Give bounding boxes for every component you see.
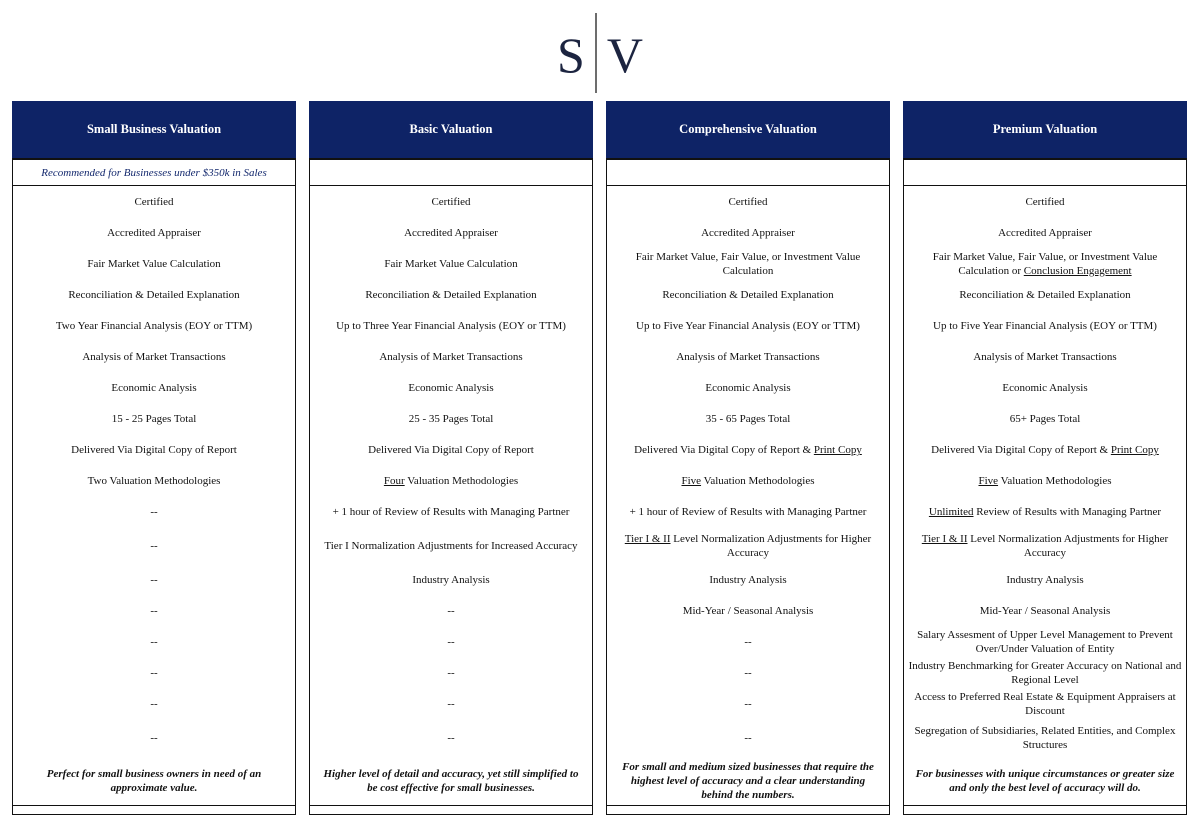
feature-item: Industry Analysis (709, 573, 787, 586)
feature-list (904, 186, 1186, 756)
feature-item (904, 248, 1186, 279)
column-summary: For businesses with unique circumstances or greater size and only the best level of accuracy will do. (915, 767, 1175, 794)
feature-text: Five Valuation Methodologies (681, 475, 815, 488)
feature-item: 15 - 25 Pages Total (111, 413, 197, 426)
feature-item: Delivered Via Digital Copy of Report (368, 444, 534, 457)
feature-item: -- (447, 635, 455, 648)
feature-item: Industry Analysis (1006, 573, 1084, 586)
feature-item: Certified (431, 195, 471, 208)
feature-list (310, 186, 592, 756)
feature-item: -- (744, 697, 752, 710)
feature-item: 35 - 65 Pages Total (705, 413, 791, 426)
column-body (12, 158, 296, 815)
feature-text: Delivered Via Digital Copy of Report & Print Copy (634, 444, 862, 457)
feature-list (607, 186, 889, 756)
feature-item: -- (150, 697, 158, 710)
feature-item: -- (150, 506, 158, 519)
feature-item: Analysis of Market Transactions (676, 351, 820, 364)
feature-item: Fair Market Value, Fair Value, or Investment Value Calculation (635, 250, 861, 277)
feature-text: Delivered Via Digital Copy of Report & Print Copy (931, 444, 1159, 457)
column-title: Premium Valuation (903, 101, 1187, 158)
feature-item: -- (744, 731, 752, 744)
feature-item: Industry Analysis (412, 573, 490, 586)
feature-item: -- (150, 635, 158, 648)
feature-item: Certified (134, 195, 174, 208)
feature-text: Tier I & II Level Normalization Adjustments for Higher Accuracy (921, 533, 1169, 560)
feature-item: + 1 hour of Review of Results with Managing Partner (332, 506, 570, 519)
feature-item: Accredited Appraiser (701, 226, 795, 239)
footer-divider (606, 805, 890, 806)
feature-item: Delivered Via Digital Copy of Report (71, 444, 237, 457)
footer-divider (309, 805, 593, 806)
feature-item (904, 497, 1186, 528)
feature-item: -- (447, 666, 455, 679)
feature-item: 65+ Pages Total (1009, 413, 1081, 426)
column-body (903, 158, 1187, 815)
feature-item (607, 435, 889, 466)
feature-item: Fair Market Value Calculation (384, 257, 518, 270)
logo-letter-s: S (557, 27, 585, 83)
feature-item: Two Valuation Methodologies (87, 475, 221, 488)
feature-item: Mid-Year / Seasonal Analysis (979, 604, 1111, 617)
recommendation-note (310, 158, 592, 186)
feature-item: Salary Assesment of Upper Level Management to Prevent Over/Under Valuation of Entity (917, 628, 1173, 655)
feature-item: Economic Analysis (705, 382, 791, 395)
feature-item: Fair Market Value Calculation (87, 257, 221, 270)
feature-item (607, 528, 889, 564)
feature-item: -- (150, 666, 158, 679)
feature-item (607, 466, 889, 497)
recommendation-note (904, 158, 1186, 186)
feature-item (904, 466, 1186, 497)
feature-item: Analysis of Market Transactions (379, 351, 523, 364)
feature-item: -- (150, 573, 158, 586)
feature-item: Reconciliation & Detailed Explanation (68, 288, 240, 301)
feature-item: Mid-Year / Seasonal Analysis (682, 604, 814, 617)
feature-item: Tier I Normalization Adjustments for Increased Accuracy (324, 540, 578, 553)
feature-item: Accredited Appraiser (404, 226, 498, 239)
feature-item: Certified (1025, 195, 1065, 208)
feature-text: Unlimited Review of Results with Managing Partner (928, 506, 1162, 519)
feature-item: Certified (728, 195, 768, 208)
pricing-column (309, 101, 593, 815)
pricing-column (12, 101, 296, 815)
feature-item: Reconciliation & Detailed Explanation (959, 288, 1131, 301)
column-title: Basic Valuation (309, 101, 593, 158)
pricing-column (903, 101, 1187, 815)
feature-item: -- (150, 604, 158, 617)
footer-divider (903, 805, 1187, 806)
feature-item: Accredited Appraiser (998, 226, 1092, 239)
feature-item: -- (744, 666, 752, 679)
feature-item: 25 - 35 Pages Total (408, 413, 494, 426)
feature-item: Accredited Appraiser (107, 226, 201, 239)
feature-item (310, 466, 592, 497)
logo-divider (595, 13, 597, 93)
feature-text: Fair Market Value, Fair Value, or Investment Value Calculation or Conclusion Engagement (932, 250, 1158, 277)
feature-item (904, 435, 1186, 466)
feature-item: Up to Five Year Financial Analysis (EOY or TTM) (933, 319, 1157, 332)
feature-item: -- (150, 540, 158, 553)
feature-item: -- (447, 604, 455, 617)
logo-letter-v: V (606, 27, 643, 83)
feature-item: Reconciliation & Detailed Explanation (365, 288, 537, 301)
feature-item: Economic Analysis (1002, 382, 1088, 395)
feature-item: Access to Preferred Real Estate & Equipment Appraisers at Discount (914, 690, 1176, 717)
recommendation-note: Recommended for Businesses under $350k in Sales (13, 158, 295, 186)
feature-item: Analysis of Market Transactions (973, 351, 1117, 364)
feature-item: Up to Five Year Financial Analysis (EOY or TTM) (636, 319, 860, 332)
sv-logo (0, 12, 1200, 94)
column-title: Small Business Valuation (12, 101, 296, 158)
column-summary: Perfect for small business owners in need of an approximate value. (46, 767, 262, 794)
feature-item: Economic Analysis (111, 382, 197, 395)
feature-item: Economic Analysis (408, 382, 494, 395)
feature-item: -- (150, 731, 158, 744)
feature-item: Segregation of Subsidiaries, Related Entities, and Complex Structures (914, 724, 1176, 751)
feature-item: Industry Benchmarking for Greater Accuracy on National and Regional Level (908, 659, 1182, 686)
feature-item: -- (447, 697, 455, 710)
feature-text: Four Valuation Methodologies (383, 475, 519, 488)
column-title: Comprehensive Valuation (606, 101, 890, 158)
feature-item: Reconciliation & Detailed Explanation (662, 288, 834, 301)
column-body (309, 158, 593, 815)
pricing-column (606, 101, 890, 815)
feature-item: Two Year Financial Analysis (EOY or TTM) (55, 319, 253, 332)
column-summary: Higher level of detail and accuracy, yet still simplified to be cost effective for small businesses. (323, 767, 579, 794)
feature-item: -- (447, 731, 455, 744)
feature-text: Tier I & II Level Normalization Adjustments for Higher Accuracy (624, 533, 872, 560)
feature-list (13, 186, 295, 756)
feature-item (904, 528, 1186, 564)
feature-item: + 1 hour of Review of Results with Managing Partner (629, 506, 867, 519)
feature-item: Analysis of Market Transactions (82, 351, 226, 364)
footer-divider (12, 805, 296, 806)
feature-text: Five Valuation Methodologies (978, 475, 1112, 488)
feature-item: Up to Three Year Financial Analysis (EOY or TTM) (336, 319, 566, 332)
recommendation-note (607, 158, 889, 186)
feature-item: -- (744, 635, 752, 648)
column-body (606, 158, 890, 815)
column-summary: For small and medium sized businesses that require the highest level of accuracy and a clear understanding behind the numbers. (622, 760, 874, 801)
